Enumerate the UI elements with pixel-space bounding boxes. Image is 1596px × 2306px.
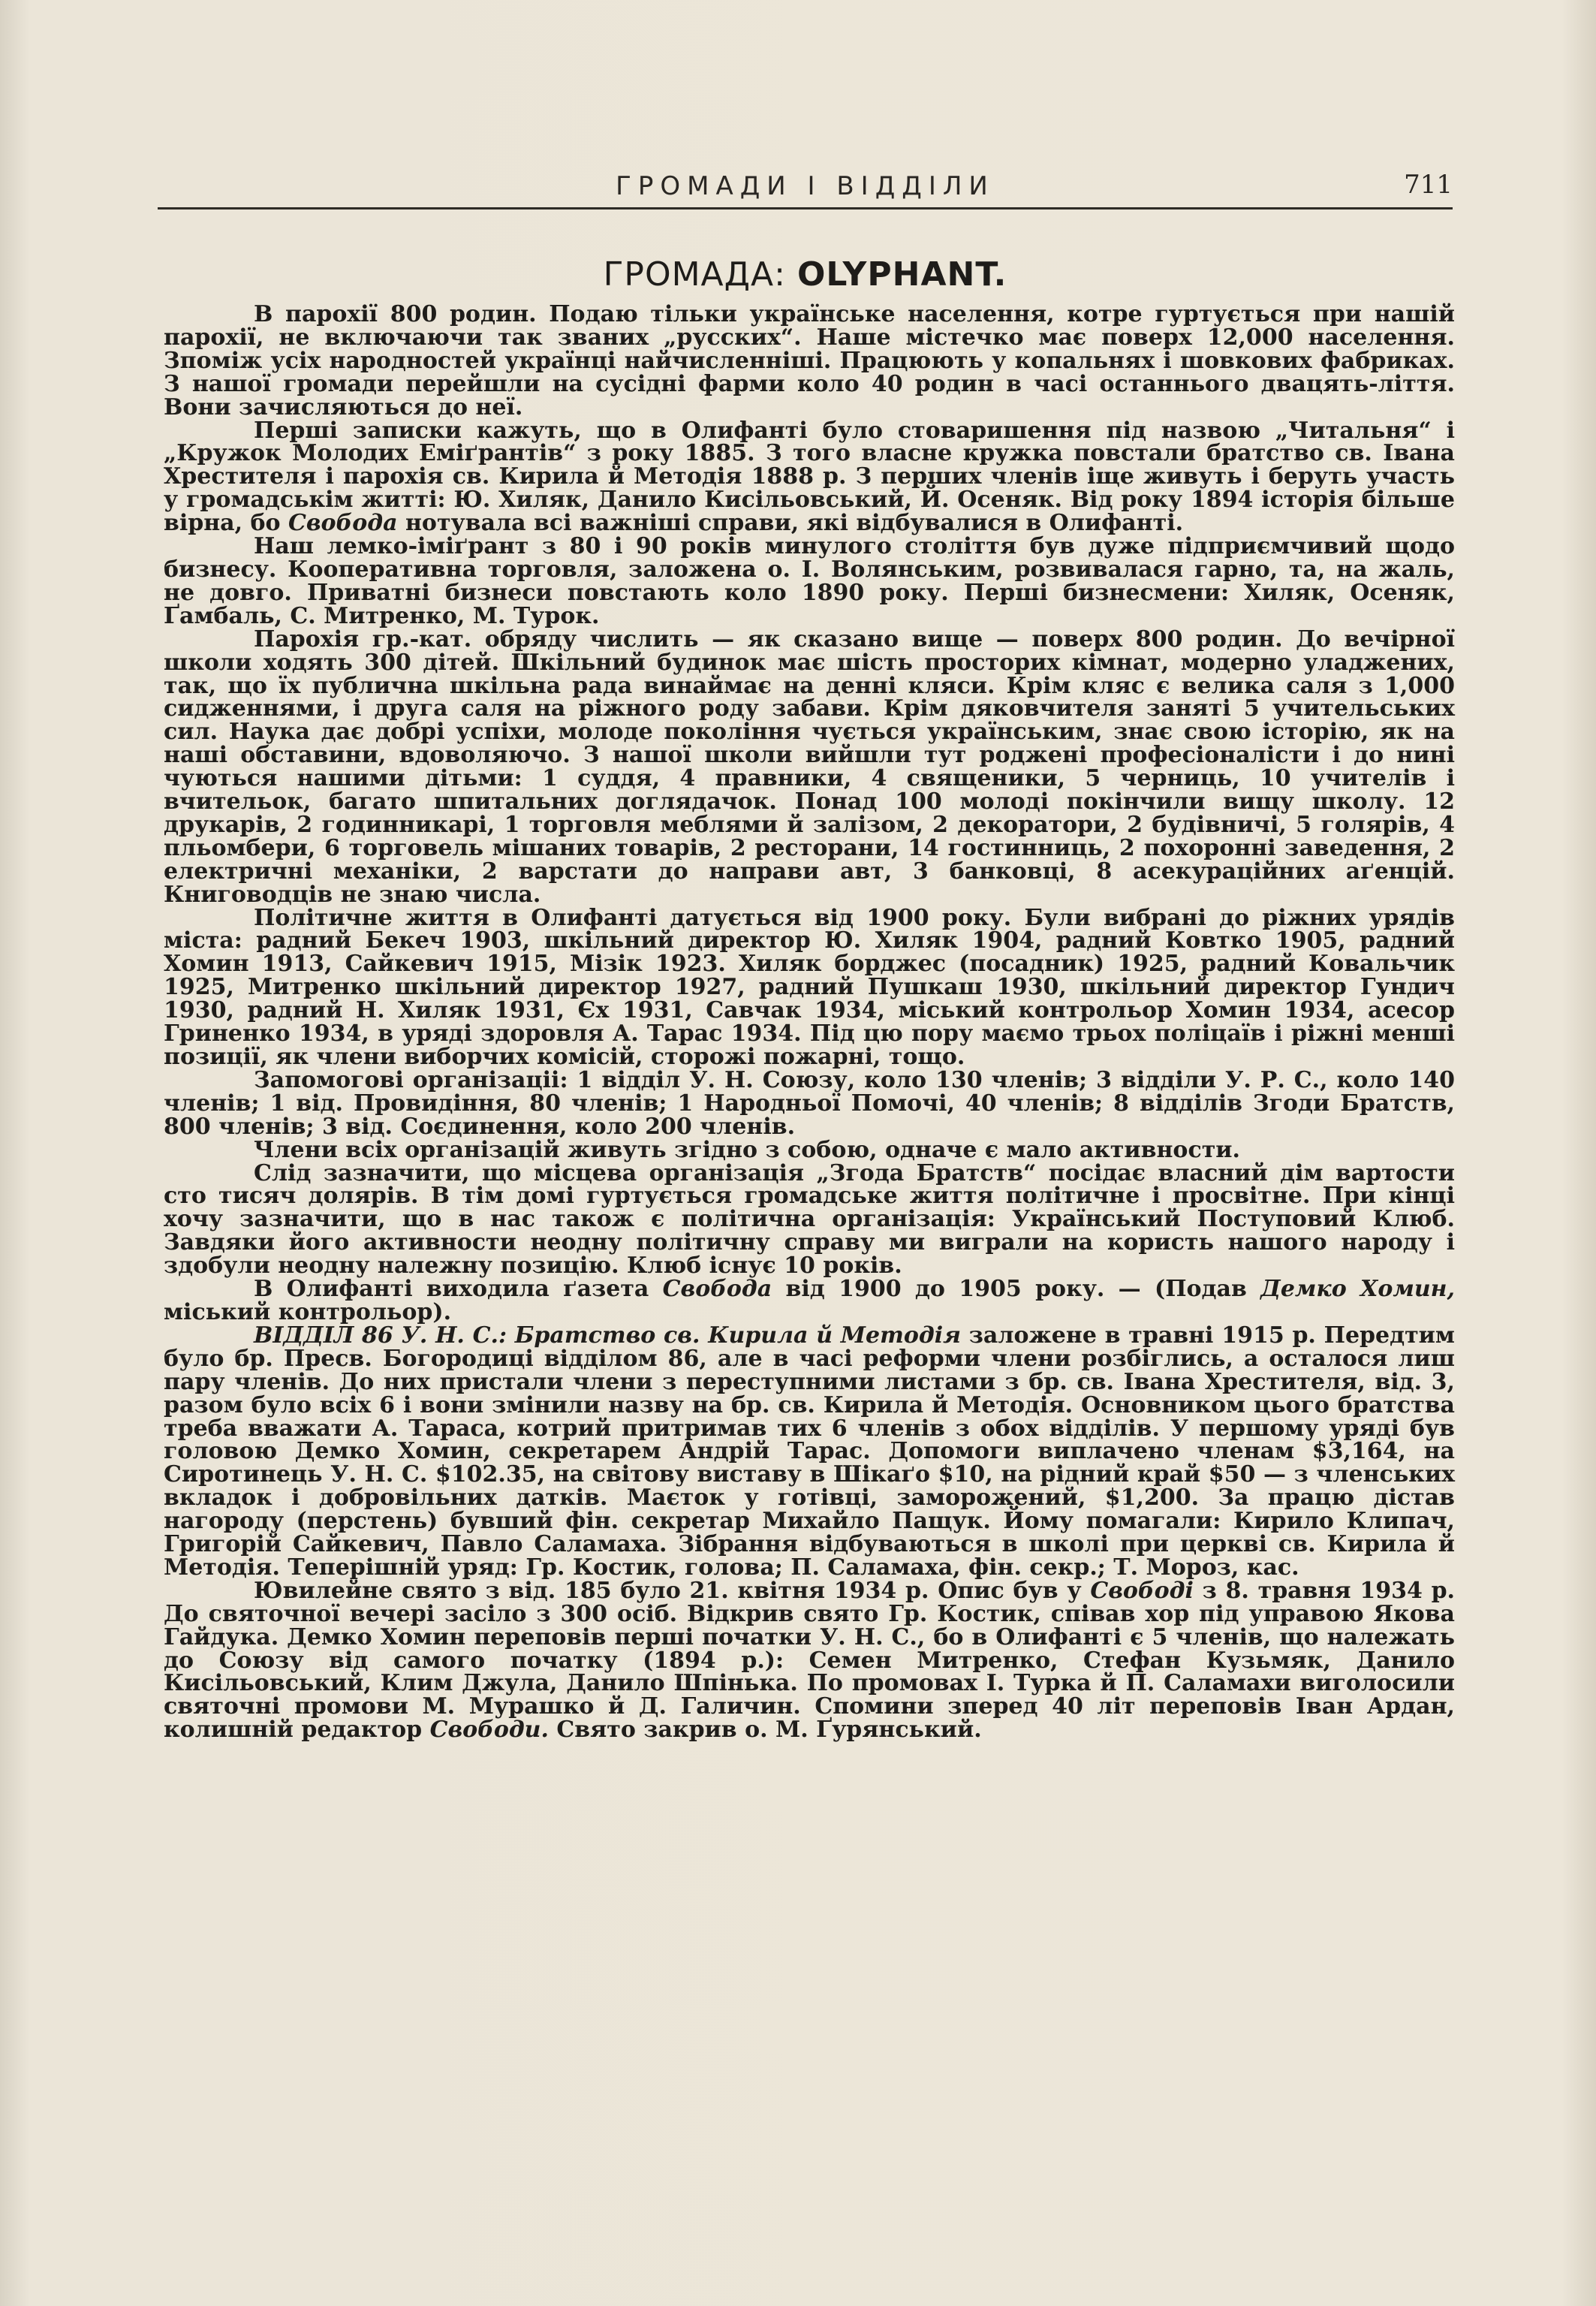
- text-run: нотувала всі важніші справи, які відбувалися в Олифанті.: [397, 510, 1184, 537]
- text-run: міський контрольор).: [164, 1298, 452, 1325]
- section-title: [158, 255, 1453, 294]
- text-run: Свято закрив о. М. Ґурянський.: [548, 1717, 982, 1744]
- text-run: Слід зазначити, що місцева організація „Згода Братств“ посідає власний дім вартости сто тисяч долярів. В тім домі гуртується громадське життя політичне і просвітне. При кінці хочу зазначити, що в нас також є політична організація: Український Поступовий Клюб. Завдяки його активности неодну політичну справу ми виграли на користь нашого народу і здобули неодну належну позицію. Клюб існує 10 років.: [164, 1159, 1455, 1280]
- italic-run: Свобода: [662, 1276, 772, 1303]
- running-head: [158, 167, 1453, 204]
- paragraph: [164, 1159, 1455, 1280]
- italic-run: Свободі: [1090, 1577, 1194, 1604]
- paragraph: [164, 1322, 1455, 1581]
- article-body: [164, 303, 1455, 1742]
- italic-run: ВІДДІЛ 86 У. Н. С.: Братство св. Кирила й Методія: [254, 1322, 961, 1349]
- paragraph: [164, 1066, 1455, 1140]
- italic-run: Демко Хомин,: [1260, 1276, 1455, 1303]
- text-run: Запомогові організаціі: 1 відділ У. Н. Союзу, коло 130 членів; 3 відділи У. Р. С., коло 140 членів; 1 від. Провидіння, 80 членів; 1 Народньої Помочі, 40 членів; 8 відділів Згоди Братств, 800 членів; 3 від. Соєдинення, коло 200 членів.: [164, 1066, 1455, 1140]
- text-run: заложене в травні 1915 р. Передтим було бр. Пресв. Богородиці відділом 86, але в часі реформи члени розбіглись, а осталося лиш пару членів. До них пристали члени з переступними листами з бр. св. Івана Хрестителя, від. 3, разом було всіх 6 і вони змінили назву на бр. св. Кирила й Методія. Основником цього братства треба вважати А. Тараса, котрий притримав тих 6 членів з обох відділів. У першому уряді був головою Демко Хомин, секретарем Андрій Тарас. Допомоги виплачено членам $3,164, на Сиротинець У. Н. С. $102.35, на світову виставу в Шікаґо $10, на рідний край $50 — з членських вкладок і добровільних датків. Маєток у готівці, заморожений, $1,200. За працю дістав нагороду (перстень) бувший фін. секретар Михайло Пащук. Йому помагали: Кирило Клипач, Григорій Сайкевич, Павло Саламаха. Зібрання відбуваються в школі при церкві св. Кирила й Методія. Теперішній уряд: Гр. Костик, голова; П. Саламаха, фін. секр.; Т. Мороз, кас.: [164, 1322, 1455, 1581]
- italic-run: Свободи.: [429, 1717, 549, 1744]
- text-run: Ювилейне свято з від. 185 було 21. квітня 1934 р. Опис був у: [254, 1577, 1091, 1604]
- paragraph: [164, 417, 1455, 537]
- title-prefix: ГРОМАДА:: [603, 255, 797, 294]
- text-run: Наш лемко-іміґрант з 80 і 90 років минулого століття був дуже підприємчивий щодо бизнесу. Кооперативна торговля, заложена о. І. Волянським, розвивалася гарно, та, на жаль, не довго. Приватні бизнеси повстають коло 1890 року. Перші бизнесмени: Хиляк, Осеняк, Ґамбаль, С. Митренко, М. Турок.: [164, 533, 1455, 629]
- paragraph: [164, 904, 1455, 1070]
- header-rule: [158, 207, 1453, 209]
- paragraph: [164, 1278, 1455, 1325]
- text-run: Члени всіх організацій живуть згідно з собою, одначе є мало активности.: [254, 1136, 1240, 1163]
- title-name: OLYPHANT.: [796, 255, 1007, 294]
- paragraph: [164, 625, 1455, 908]
- text-run: від 1900 до 1905 року. — (Подав: [772, 1276, 1261, 1303]
- text-run: Парохія гр.-кат. обряду числить — як сказано вище — поверх 800 родин. До вечірної школи ходять 300 дітей. Шкільний будинок має шість просторих кімнат, модерно уладжених, так, що їх публична шкільна рада винаймає на денні кляси. Крім кляс є велика саля з 1,000 сидженнями, і друга саля на ріжного роду забави. Крім дяковчителя заняті 5 учительських сил. Наука дає добрі успіхи, молоде покоління чується українським, знає свою історію, як на наші обставини, вдоволяючо. З нашої школи вийшли тут роджені професіоналісти і до нині чуються нашими дітьми: 1 суддя, 4 правники, 4 священики, 5 черниць, 10 учителів і вчительок, багато шпитальних доглядачок. Понад 100 молоді покінчили вищу школу. 12 друкарів, 2 годинникарі, 1 торговля меблями й залізом, 2 декоратори, 2 будівничі, 5 голярів, 4 пльомбери, 6 торговель мішаних товарів, 2 ресторани, 14 гостинниць, 2 похоронні заведення, 2 електричні механіки, 2 варстати до направи авт, 3 банковці, 8 асекураційних аґенцій. Книговодців не знаю числа.: [164, 625, 1455, 908]
- text-run: Перші записки кажуть, що в Олифанті було стоваришення під назвою „Читальня“ і „Кружок Молодих Еміґрантів“ з року 1885. З того власне кружка повстали братство св. Івана Хрестителя і парохія св. Кирила й Методія 1888 р. З перших членів іще живуть і беруть участь у громадськім житті: Ю. Хиляк, Данило Кисільовський, Й. Осеняк. Від року 1894 історія більше вірна, бо: [164, 417, 1455, 537]
- text-run: з 8. травня 1934 р. До святочної вечері засіло з 300 осіб. Відкрив свято Гр. Костик, співав хор під управою Якова Гайдука. Демко Хомин переповів перші початки У. Н. С., бо в Олифанті є 5 членів, що належать до Союзу від самого початку (1894 р.): Семен Митренко, Стефан Кузьмяк, Данило Кисільовський, Клим Джула, Данило Шпінька. По промовах І. Турка й П. Саламахи виголосили святочні промови М. Мурашко й Д. Галичин. Спомини зперед 40 літ переповів Іван Ардан, колишній редактор: [164, 1577, 1455, 1744]
- text-run: В Олифанті виходила ґазета: [254, 1276, 663, 1303]
- page-number: 711: [1404, 170, 1453, 200]
- italic-run: Свобода: [288, 510, 398, 537]
- paragraph: [164, 303, 1455, 420]
- running-title: ГРОМАДИ І ВІДДІЛИ: [616, 171, 995, 201]
- text-run: В парохії 800 родин. Подаю тільки українське населення, котре гуртується при нашій парохії, не включаючи так званих „русских“. Наше містечко має поверх 12,000 населення. Зпоміж усіх народностей українці найчисленніші. Працюють у копальнях і шовкових фабриках. З нашої громади перейшли на сусідні фарми коло 40 родин в часі останнього двацять-ліття. Вони зачисляються до неї.: [164, 301, 1455, 421]
- text-run: Політичне життя в Олифанті датується від 1900 року. Були вибрані до ріжних урядів міста: радний Бекеч 1903, шкільний директор Ю. Хиляк 1904, радний Ковтко 1905, радний Хомин 1913, Сайкевич 1915, Мізік 1923. Хиляк борджес (посадник) 1925, радний Ковальчик 1925, Митренко шкільний директор 1927, радний Пушкаш 1930, шкільний директор Гундич 1930, радний Н. Хиляк 1931, Єх 1931, Савчак 1934, міський контрольор Хомин 1934, асесор Гриненко 1934, в уряді здоровля А. Тарас 1934. Під цю пору маємо трьох поліцаїв і ріжні менші позиції, як члени виборчих комісій, сторожі пожарні, тощо.: [164, 904, 1455, 1070]
- paragraph: [164, 1136, 1455, 1163]
- paragraph: [164, 1577, 1455, 1744]
- paragraph: [164, 535, 1455, 628]
